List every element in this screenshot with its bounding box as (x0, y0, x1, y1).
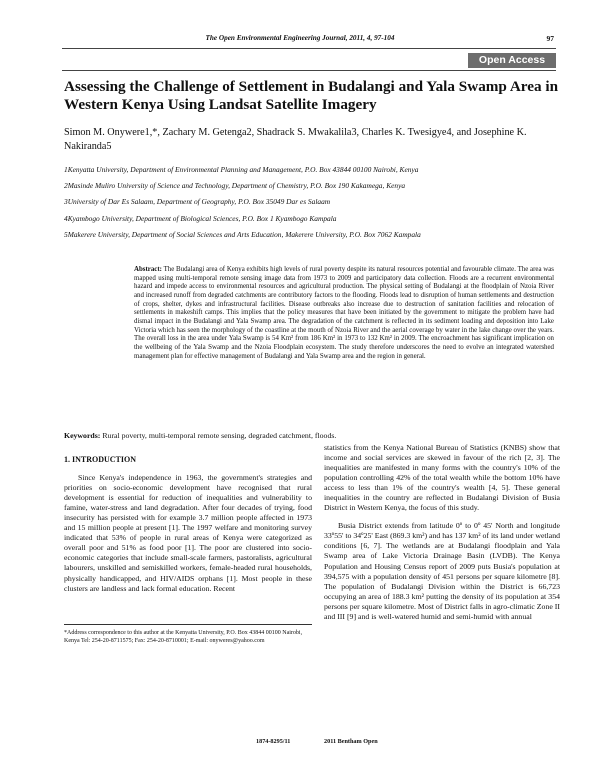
affiliations (64, 165, 564, 246)
open-access-badge: Open Access (468, 53, 556, 68)
journal-header: The Open Environmental Engineering Journal, 2011, 4, 97-104 (205, 34, 395, 42)
correspondence-footnote: *Address correspondence to this author at the Kenyatta University, P.O. Box 43844 00100 Nairobi, Kenya Tel: 254-20-8711575; Fax: 254-20-8710001; E-mail: onyweres@yahoo.com (64, 630, 303, 644)
page-number: 97 (546, 34, 554, 43)
footer-issn: 1874-8295/11 (256, 738, 291, 745)
footnote-rule (64, 624, 312, 625)
affiliation-5: 5Makerere University, Department of Social Sciences and Arts Education, Makerere University, P.O. Box 7062 Kampala (64, 229, 421, 239)
abstract-text: The Budalangi area of Kenya exhibits high levels of rural poverty despite its natural resources potential and favourable climate. The area was mapped using multi-temporal remote sensing image data from 1973 to 2009 and participatory data collection. Floods are a recurrent environmental hazard and impede access to environmental resources and agricultural production. The physical setting of Budalangi at the floodplain of Nzoia River and increased runoff from degraded catchments are contributory factors to the flooding. Floods lead to disruption of human settlements and destruction of crops, shelter, dykes and infrastructural facilities. Disease outbreaks also increase due to destruction of sanitation facilities and relocation of settlements in makeshift camps. This implies that the policy measures that have been initiated by the government to mitigate the problem have had dismal impact in the Budalangi and Yala Swamp area. The degradation of the catchment is reflected in its sediment loading and deposition into Lake Victoria which has seen the morphology of the coastline at the mouth of Nzoia River and the aerial coverage by water in the lake change over the years. The overall loss in the area under Yala Swamp is 54 Km² from 186 Km² in 1973 to 132 Km² in 2009. The encroachment has significant implication on the wellbeing of the Yala Swamp and the Nzoia Floodplain ecosystem. The study therefore underscores the need to evolve an integrated watershed management plan for effective management of Budalangi and Yala Swamp area and the region in general. (134, 266, 554, 360)
affiliation-4: 4Kyambogo University, Department of Biological Sciences, P.O. Box 1 Kyambogo Kampala (64, 213, 337, 223)
intro-paragraph-1: Since Kenya's independence in 1963, the government's strategies and priorities on socio-economic development have recognised that rural development is essential for reduction of inequalities and vulnerability to famine, water-stress and land degradation. After four decades of trying, food insecurity has persisted with for example 3.7 million people affected in 1973 and 15 million people at present [1]. The 1997 welfare and monitoring survey indicated that 53% of people in rural areas of Kenya were categorized as overall poor and 51% as food poor [1]. The poor are clustered into socio-economic categories that include small-scale farmers, pastoralists, agricultural labourers, unskilled and semiskilled workers, female-headed rural households, physically handicapped, and HIV/AIDS orphans [1]. Most people in these clusters are landless and lack formal education. Recent (64, 473, 312, 593)
intro-paragraph-2: statistics from the Kenya National Bureau of Statistics (KNBS) show that income and social services are skewed in favour of the rich [2, 3]. The inequalities are manifested in many forms with the country's 10% of the population controlling 42% of the total wealth while the bottom 10% have access to less than 1% of the country's wealth [4, 5]. These general inequalities in the country are reflected in Budalangi Division of Busia District in Western Kenya, the focus of this study. (324, 443, 560, 513)
affiliation-3: 3University of Dar Es Salaam, Department of Geography, P.O. Box 35049 Dar es Salaam (64, 197, 331, 207)
footer-publisher: 2011 Bentham Open (324, 738, 378, 745)
header-rule (62, 48, 556, 49)
title-rule (62, 70, 556, 71)
abstract-label: Abstract: (134, 266, 162, 273)
right-column (324, 443, 560, 622)
intro-paragraph-3: Busia District extends from latitude 0º to 0º 45' North and longitude 33º55' to 34º25' East (869.3 km²) and has 137 km² of its land under wetland conditions [6, 7]. The wetlands are at Budalangi floodplain and Yala Swamp area of Lake Victoria Drainage Basin (LVDB). The Kenya Population and Housing Census report of 2009 puts Busia's population at 394,575 with a population density of 451 persons per square kilometre [8]. The population of Budalangi Division within the District is 66,723 occupying an area of 188.3 km² putting the density of its population at 354 persons per square kilometre. Most of District falls in agro-climatic Zone II and III [9] and is well-watered humid and semi-humid with annual (324, 521, 561, 621)
section-heading: 1. INTRODUCTION (64, 455, 137, 464)
paper-title: Assessing the Challenge of Settlement in Budalangi and Yala Swamp Area in Western Kenya Using Landsat Satellite Imagery (64, 78, 559, 113)
abstract (134, 266, 554, 361)
left-column (64, 455, 312, 594)
keywords (64, 431, 564, 440)
author-list: Simon M. Onywere1,*, Zachary M. Getenga2, Shadrack S. Mwakalila3, Charles K. Twesigye4, and Josephine K. Nakiranda5 (64, 127, 527, 152)
affiliation-2: 2Masinde Muliro University of Science and Technology, Department of Chemistry, P.O. Box 190 Kakamega, Kenya (64, 181, 406, 191)
affiliation-1: 1Kenyatta University, Department of Environmental Planning and Management, P.O. Box 43844 00100 Nairobi, Kenya (64, 165, 419, 174)
keywords-text: Rural poverty, multi-temporal remote sensing, degraded catchment, floods. (102, 431, 337, 440)
keywords-label: Keywords: (64, 431, 101, 440)
